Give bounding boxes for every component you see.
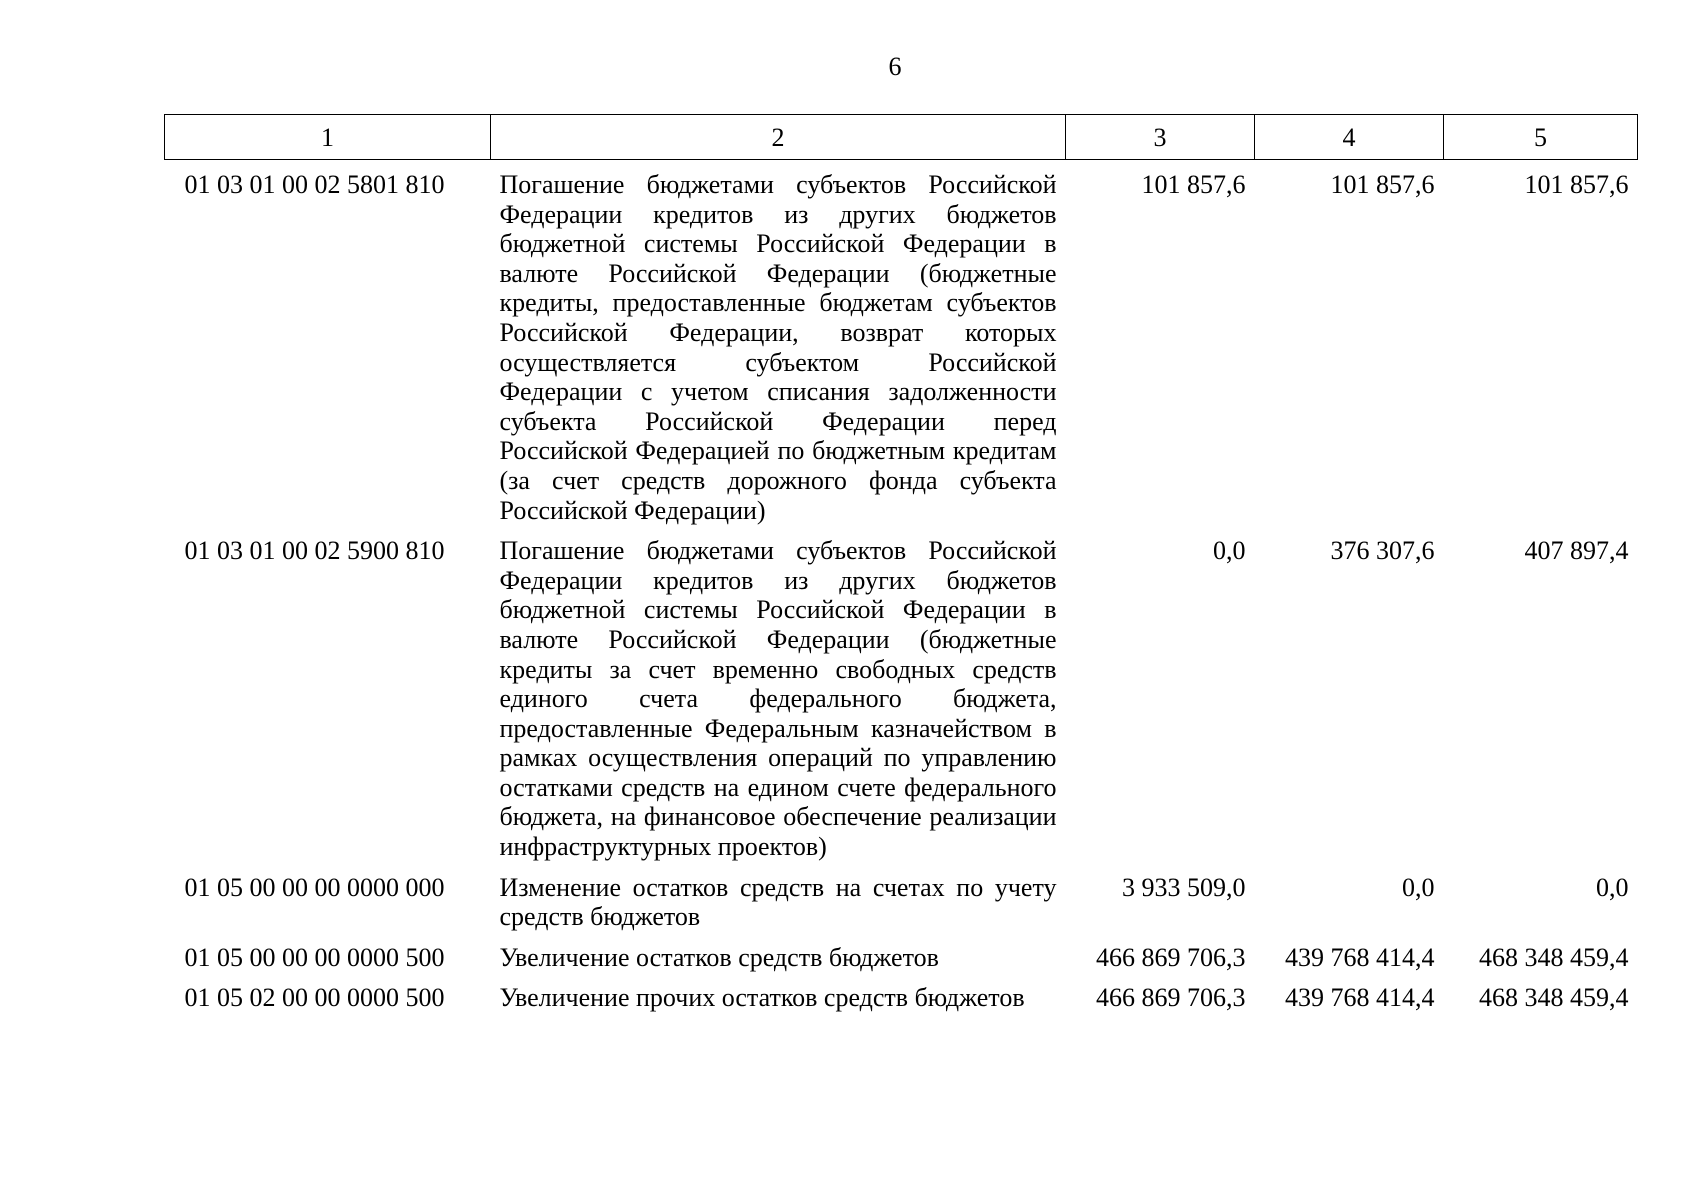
row-value-col4: 439 768 414,4 xyxy=(1285,942,1435,972)
row-description: Изменение остатков средств на счетах по учету средств бюджетов xyxy=(499,872,1057,932)
row-value-col3: 466 869 706,3 xyxy=(1096,983,1246,1013)
row-value-col3: 101 857,6 xyxy=(1141,170,1246,199)
page-number: 6 xyxy=(888,52,902,81)
row-value-col4: 439 768 414,4 xyxy=(1285,983,1435,1013)
row-code: 01 03 01 00 02 5900 810 xyxy=(184,536,445,566)
table-row xyxy=(165,983,1638,1024)
row-value-col3: 466 869 706,3 xyxy=(1096,942,1246,972)
row-code: 01 05 00 00 00 0000 000 xyxy=(184,872,445,902)
row-code: 01 05 02 00 00 0000 500 xyxy=(184,983,445,1013)
row-description: Увеличение остатков средств бюджетов xyxy=(499,942,939,972)
row-value-col3: 3 933 509,0 xyxy=(1122,872,1246,902)
table-body xyxy=(165,160,1638,1025)
table-row xyxy=(165,873,1638,943)
row-description: Погашение бюджетами субъектов Российской Федерации кредитов из других бюджетов бюджетной системы Российской Федерации в валюте Российской Федерации (бюджетные кредиты за счет временно свободных средств единого счета федерального бюджета, предоставленные Федеральным казначейством в рамках осуществления операций по управлению остатками средств на едином счете федерального бюджета, на финансовое обеспечение реализации инфраструктурных проектов) xyxy=(499,536,1057,862)
row-value-col3: 0,0 xyxy=(1213,536,1246,566)
header-col-4: 4 xyxy=(1255,115,1444,160)
row-description: Увеличение прочих остатков средств бюджетов xyxy=(499,983,1025,1013)
row-value-col5: 468 348 459,4 xyxy=(1479,983,1629,1013)
table-row xyxy=(165,160,1638,537)
row-description: Погашение бюджетами субъектов Российской Федерации кредитов из других бюджетов бюджетной системы Российской Федерации в валюте Российской Федерации (бюджетные кредиты, предоставленные бюджетам субъектов Российской Федерации, возврат которых осуществляется субъектом Российской Федерации с учетом списания задолженности субъекта Российской Федерации перед Российской Федерацией по бюджетным кредитам (за счет средств дорожного фонда субъекта Российской Федерации) xyxy=(499,170,1057,525)
table-row xyxy=(165,943,1638,984)
row-value-col5: 0,0 xyxy=(1596,872,1629,902)
header-col-1: 1 xyxy=(165,115,491,160)
row-value-col4: 101 857,6 xyxy=(1330,170,1435,199)
table-header xyxy=(165,115,1638,160)
row-value-col4: 0,0 xyxy=(1402,872,1435,902)
row-code: 01 05 00 00 00 0000 500 xyxy=(184,942,445,972)
row-value-col5: 101 857,6 xyxy=(1524,170,1629,199)
budget-table-container xyxy=(164,114,1637,1024)
row-code: 01 03 01 00 02 5801 810 xyxy=(184,170,445,199)
header-col-2: 2 xyxy=(491,115,1066,160)
header-row xyxy=(165,115,1638,160)
header-col-5: 5 xyxy=(1444,115,1638,160)
row-value-col5: 407 897,4 xyxy=(1524,536,1629,566)
budget-table xyxy=(164,114,1638,1024)
row-value-col4: 376 307,6 xyxy=(1330,536,1435,566)
header-col-3: 3 xyxy=(1066,115,1255,160)
row-value-col5: 468 348 459,4 xyxy=(1479,942,1629,972)
table-row xyxy=(165,536,1638,873)
